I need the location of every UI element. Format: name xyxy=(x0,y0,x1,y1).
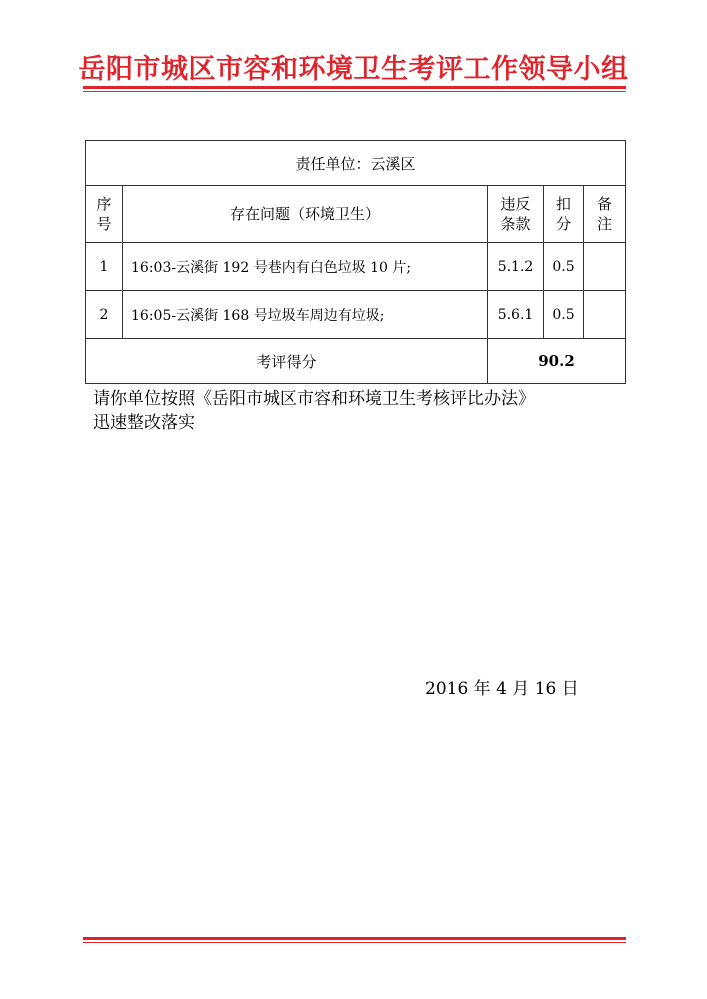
score-row xyxy=(86,339,626,384)
header-clause-line2: 条款 xyxy=(500,215,531,233)
row-index: 1 xyxy=(86,243,123,291)
responsible-unit-cell: 责任单位：云溪区 xyxy=(86,141,626,186)
instruction-line2: 迅速整改落实 xyxy=(93,413,195,433)
header-deduct-line1: 扣 xyxy=(555,195,571,213)
header-deduct xyxy=(544,186,584,243)
header-note xyxy=(584,186,626,243)
row-index: 2 xyxy=(86,291,123,339)
footer-rule-thick xyxy=(83,937,626,940)
row-problem: 16:03-云溪街 192 号巷内有白色垃圾 10 片; xyxy=(123,243,488,291)
table-row xyxy=(86,243,626,291)
header-problem: 存在问题（环境卫生） xyxy=(123,186,488,243)
document-header-title: 岳阳市城区市容和环境卫生考评工作领导小组 xyxy=(78,54,629,85)
table-header-row xyxy=(86,186,626,243)
document-date: 2016 年 4 月 16 日 xyxy=(425,679,579,699)
row-note xyxy=(584,243,626,291)
row-clause: 5.1.2 xyxy=(488,243,544,291)
score-value: 90.2 xyxy=(488,339,626,384)
table-row xyxy=(86,291,626,339)
header-note-line1: 备 xyxy=(596,195,612,213)
header-clause xyxy=(488,186,544,243)
header-index xyxy=(86,186,123,243)
header-note-line2: 注 xyxy=(596,215,612,233)
header-index-line1: 序 xyxy=(96,195,112,213)
score-label: 考评得分 xyxy=(86,339,488,384)
header-rule-thick xyxy=(83,86,626,89)
footer-rule-thin xyxy=(83,942,626,943)
instruction-line1: 请你单位按照《岳阳市城区市容和环境卫生考核评比办法》 xyxy=(93,389,535,409)
row-deduct: 0.5 xyxy=(544,243,584,291)
header-deduct-line2: 分 xyxy=(555,215,571,233)
row-note xyxy=(584,291,626,339)
header-index-line2: 号 xyxy=(96,215,112,233)
row-clause: 5.6.1 xyxy=(488,291,544,339)
row-problem: 16:05-云溪街 168 号垃圾车周边有垃圾; xyxy=(123,291,488,339)
inspection-table xyxy=(85,140,626,384)
header-clause-line1: 违反 xyxy=(500,195,531,213)
responsible-unit-row xyxy=(86,141,626,186)
row-deduct: 0.5 xyxy=(544,291,584,339)
instruction-text xyxy=(93,387,535,435)
header-rule-thin xyxy=(83,91,626,92)
